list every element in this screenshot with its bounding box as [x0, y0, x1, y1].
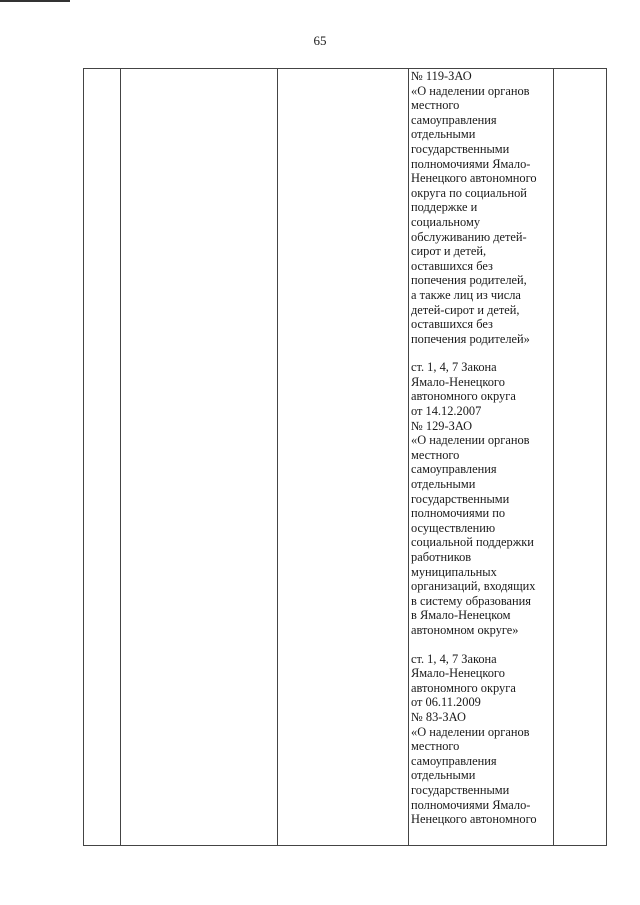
column-divider-3: [408, 69, 409, 845]
legal-references-cell: [411, 69, 551, 827]
top-left-mark: [0, 0, 70, 7]
column-divider-2: [277, 69, 278, 845]
legal-table: [83, 68, 607, 846]
law-reference-119-zao: № 119-ЗАО «О наделении органов местного самоуправления отдельными государственными полномочиями Ямало- Ненецкого автономного округа по социальной поддержке и социальному обслуживанию детей- сирот и детей, оставшихся без попечения родителей, а также лиц из числа детей-сирот и детей, оставшихся без попечения родителей»: [411, 69, 537, 346]
column-divider-1: [120, 69, 121, 845]
law-reference-129-zao: ст. 1, 4, 7 Закона Ямало-Ненецкого автономного округа от 14.12.2007 № 129-ЗАО «О наделении органов местного самоуправления отдельными государственными полномочиями по осуществлению социальной поддержки работников муниципальных организаций, входящих в систему образования в Ямало-Ненецком автономном округе»: [411, 360, 536, 637]
paragraph-gap: [411, 346, 551, 360]
column-divider-4: [553, 69, 554, 845]
law-reference-83-zao: ст. 1, 4, 7 Закона Ямало-Ненецкого автономного округа от 06.11.2009 № 83-ЗАО «О наделении органов местного самоуправления отдельными государственными полномочиями Ямало- Ненецкого автономного: [411, 651, 537, 827]
page-number: 65: [313, 33, 327, 48]
paragraph-gap: [411, 638, 551, 652]
